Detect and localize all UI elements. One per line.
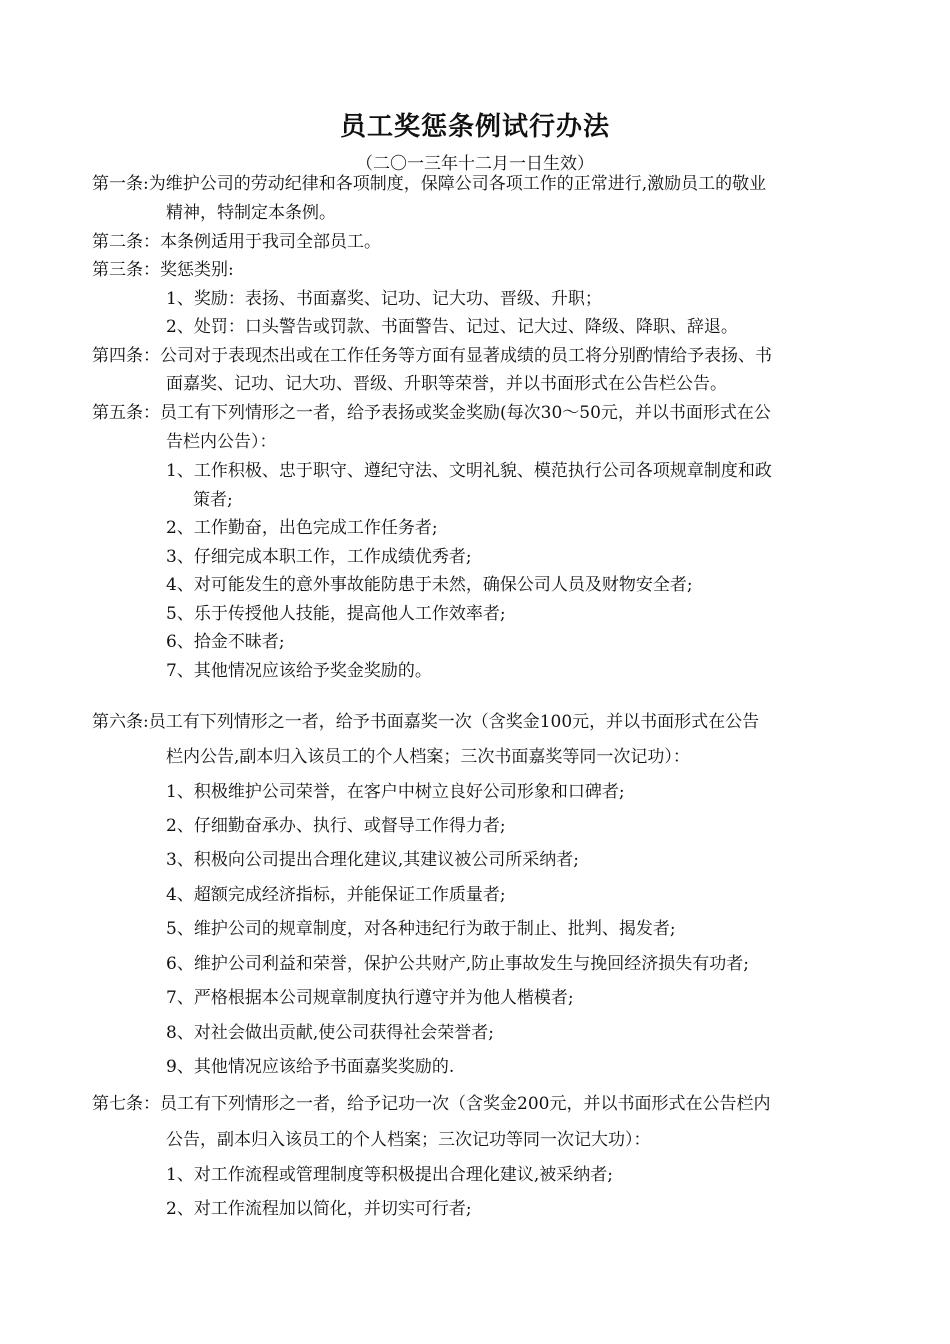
document-subtitle: （二〇一三年十二月一日生效） xyxy=(356,154,594,174)
article-1-line-1: 第一条:为维护公司的劳动纪律和各项制度，保障公司各项工作的正常进行,激励员工的敬业 xyxy=(92,174,767,194)
article-7-line-1: 第七条：员工有下列情形之一者，给予记功一次（含奖金200元，并以书面形式在公告栏内 xyxy=(92,1094,771,1114)
article-6-item-2: 2、仔细勤奋承办、执行、或督导工作得力者; xyxy=(166,816,506,836)
article-5-item-6: 6、拾金不昧者; xyxy=(166,632,285,652)
article-3-item-1: 1、奖励：表扬、书面嘉奖、记功、记大功、晋级、升职； xyxy=(166,289,602,309)
article-5-item-4: 4、对可能发生的意外事故能防患于未然，确保公司人员及财物安全者; xyxy=(166,575,693,595)
article-6-line-2: 栏内公告,副本归入该员工的个人档案；三次书面嘉奖等同一次记功）： xyxy=(166,747,690,767)
article-5-line-2: 告栏内公告）： xyxy=(166,432,277,452)
article-6-item-9: 9、其他情况应该给予书面嘉奖奖励的. xyxy=(166,1057,455,1077)
article-6-item-6: 6、维护公司利益和荣誉，保护公共财产,防止事故发生与挽回经济损失有功者; xyxy=(166,954,749,974)
article-5-item-1: 1、工作积极、忠于职守、遵纪守法、文明礼貌、模范执行公司各项规章制度和政 xyxy=(166,461,772,481)
article-6-item-5: 5、维护公司的规章制度，对各种违纪行为敢于制止、批判、揭发者; xyxy=(166,919,676,939)
article-6-item-1: 1、积极维护公司荣誉，在客户中树立良好公司形象和口碑者; xyxy=(166,782,625,802)
article-6-item-4: 4、超额完成经济指标，并能保证工作质量者; xyxy=(166,885,506,905)
article-1-line-2: 精神，特制定本条例。 xyxy=(166,203,336,223)
article-6-item-3: 3、积极向公司提出合理化建议,其建议被公司所采纳者; xyxy=(166,850,579,870)
article-6-item-7: 7、严格根据本公司规章制度执行遵守并为他人楷模者; xyxy=(166,988,574,1008)
article-5-line-1: 第五条：员工有下列情形之一者，给予表扬或奖金奖励(每次30～50元，并以书面形式在公 xyxy=(92,403,771,423)
article-2-line: 第二条：本条例适用于我司全部员工。 xyxy=(92,232,381,252)
article-4-line-1: 第四条：公司对于表现杰出或在工作任务等方面有显著成绩的员工将分别酌情给予表扬、书 xyxy=(92,346,772,366)
article-5-item-1-cont: 策者; xyxy=(193,490,233,510)
article-6-line-1: 第六条:员工有下列情形之一者，给予书面嘉奖一次（含奖金100元，并以书面形式在公告 xyxy=(92,712,760,732)
article-5-item-3: 3、仔细完成本职工作，工作成绩优秀者; xyxy=(166,547,472,567)
article-5-item-2: 2、工作勤奋，出色完成工作任务者; xyxy=(166,518,438,538)
article-3-line: 第三条：奖惩类别: xyxy=(92,260,234,280)
article-4-line-2: 面嘉奖、记功、记大功、晋级、升职等荣誉，并以书面形式在公告栏公告。 xyxy=(166,374,727,394)
article-5-item-5: 5、乐于传授他人技能，提高他人工作效率者; xyxy=(166,604,506,624)
document-title: 员工奖惩条例试行办法 xyxy=(339,112,610,142)
article-6-item-8: 8、对社会做出贡献,使公司获得社会荣誉者; xyxy=(166,1023,494,1043)
article-7-line-2: 公告，副本归入该员工的个人档案；三次记功等同一次记大功）： xyxy=(166,1130,651,1150)
article-7-item-2: 2、对工作流程加以简化，并切实可行者; xyxy=(166,1199,472,1219)
article-3-item-2: 2、处罚：口头警告或罚款、书面警告、记过、记大过、降级、降职、辞退。 xyxy=(166,317,738,337)
article-7-item-1: 1、对工作流程或管理制度等积极提出合理化建议,被采纳者; xyxy=(166,1165,613,1185)
article-5-item-7: 7、其他情况应该给予奖金奖励的。 xyxy=(166,661,432,681)
